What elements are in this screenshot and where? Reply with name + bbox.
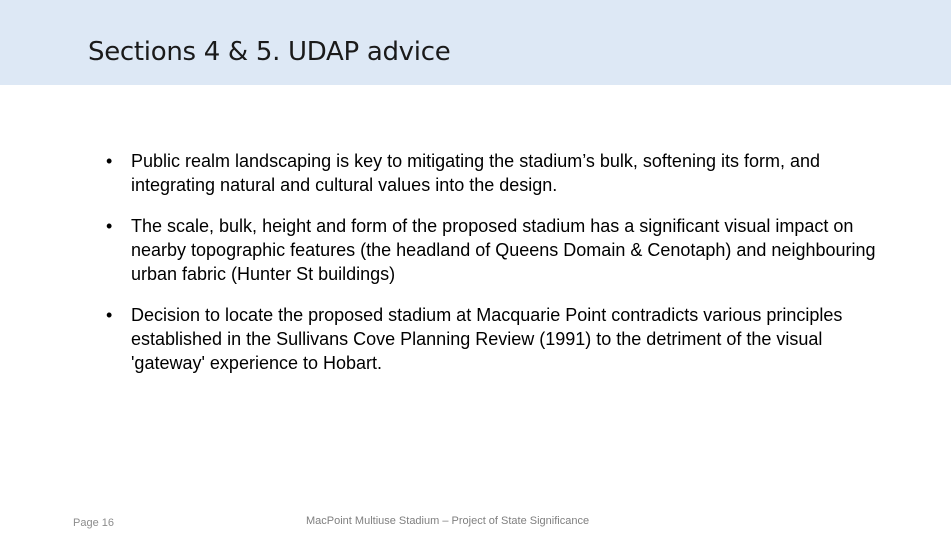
bullet-text: Decision to locate the proposed stadium at Macquarie Point contradicts various principles established in the Sullivans Cove Planning Review (1991) to the detriment of the visual 'gateway' experience to Hobart. [131, 305, 843, 373]
bullet-text: Public realm landscaping is key to mitigating the stadium’s bulk, softening its form, and integrating natural and cultural values into the design. [131, 151, 821, 195]
bullet-list [106, 149, 886, 392]
page-number: Page 16 [73, 517, 114, 529]
bullet-dot-icon: • [106, 305, 113, 325]
footer-title: MacPoint Multiuse Stadium – Project of State Significance [306, 515, 590, 527]
slide-title: Sections 4 & 5. UDAP advice [88, 37, 451, 67]
bullet-text: The scale, bulk, height and form of the proposed stadium has a significant visual impact on nearby topographic features (the headland of Queens Domain & Cenotaph) and neighbouring urban fabric (Hunter St buildings) [131, 216, 876, 284]
bullet-dot-icon: • [106, 151, 113, 171]
bullet-item [106, 303, 886, 375]
bullet-item [106, 214, 886, 286]
bullet-dot-icon: • [106, 216, 113, 236]
bullet-item [106, 149, 886, 197]
